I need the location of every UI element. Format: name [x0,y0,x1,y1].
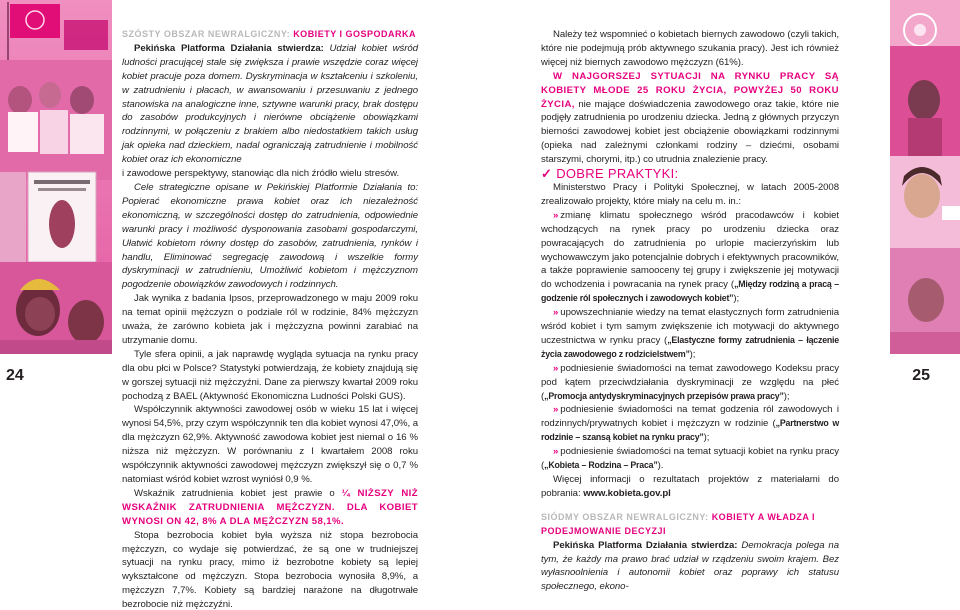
double-arrow-icon: » [553,404,559,416]
goals-paragraph: Cele strategiczne opisane w Pekińskiej Platformie Działania to: Popierać ekonomiczne prawa kobiet oraz ich niezależność ekonomiczną, w szczególności dostęp do zatrudnienia, odpowiednie warunki pracy i możliwość dysponowania zasobami gospodarczymi, Ułatwić kobietom równy dostęp do zasobów, zatrudnienia, rynków i handlu, Eliminować segregację zawodową i wszelkie formy dyskryminacji w zatrudnieniu, Umożliwić kobietom i mężczyznom pogodzenie obowiązków zawodowych i rodzinnych. [122,181,418,291]
ministry-paragraph: Ministerstwo Pracy i Polityki Społecznej, w latach 2005-2008 zrealizowało projekty, które miały na celu m. in.: [541,181,839,207]
section-7-intro [541,539,839,595]
bullet-1-text: zmianę klimatu społecznego wśród pracodawców i kobiet wchodzących na rynek pracy po urodzeniu dziecka oraz powracających do zatrudnienia po urlopie macierzyńskim lub wychowawczym jako potencjalnie dobrych i efektywnych pracowników, a także poprawienie samooceny tej grupy i zwiększenie jej motywacji do wchodzenia i powracania na rynek pracy ( [541,209,839,291]
photo-collage-right [890,0,960,354]
intro-bold: Pekińska Platforma Działania stwierdza: [134,42,324,54]
intro-paragraph [122,42,418,167]
section-7-italic: Demokracja polega na tym, że każdy ma prawo brać udział w rządzeniu swoim krajem. Bez wyłasnoolnienia i autonomii kobiet oraz poprawy ich statusu społecznego, ekono- [541,539,839,593]
bullet-3-end: ); [783,390,790,402]
section-6-heading-prefix: SZÓSTY OBSZAR NEWRALGICZNY: [122,29,291,39]
bullet-2-project: „Elastyczne formy zatrudnienia – łączenie życia zawodowego z rodzicielstwem” [541,334,839,359]
section-7-heading-highlight: KOBIETY A WŁADZA I PODEJMOWANIE DECYZJI [541,511,816,536]
double-arrow-icon: » [553,307,559,319]
bullet-4-project: „Partnerstwo w rodzinie – szansą kobiet na rynku pracy” [541,418,839,443]
right-page-column [541,28,839,594]
bullet-4-text: podniesienie świadomości na temat godzenia ról zawodowych i rodzinnych/prywatnych kobiet i mężczyzn w rodzinie ( [541,404,839,430]
more-info-text: Więcej informacji o rezultatach projektów z materiałami do pobrania: [541,474,839,499]
bullet-2 [541,306,839,362]
employment-highlight-1: ¼ NIŻSZY NIŻ [341,487,418,499]
passive-paragraph: Należy też wspomnieć o kobietach biernych zawodowo (czyli takich, które nie podejmują prób aktywnego szukania pracy). Jest ich również więcej niż biernych zawodowo mężczyzn (61%). [541,29,839,68]
checkmark-icon: ✓ [541,166,553,182]
bullet-3-text: podniesienie świadomości na temat zawodowego Kodeksu pracy pod kątem przeciwdziałania dyskryminacji ze względu na płeć ( [541,362,839,402]
bullet-1-project: „Między rodziną a pracą – godzenie ról społecznych i zawodowych kobiet” [541,279,839,304]
employment-start: Wskaźnik zatrudnienia kobiet jest prawie o [134,487,335,499]
bullet-2-text: upowszechnianie wiedzy na temat elastycznych form zatrudnienia wśród kobiet i tym samym zwiększenie ich motywacji do aktywnego uczestnictwa w rynku pracy ( [541,307,839,346]
bullet-5 [541,445,839,473]
photo-protest-women [0,0,112,354]
section-6-heading-highlight: KOBIETY I GOSPODARKA [293,29,417,39]
bullet-4-end: ); [703,432,710,444]
double-arrow-icon: » [553,446,559,458]
section-7-bold: Pekińska Platforma Działania stwierdza: [553,539,738,551]
bullet-5-project: „Kobieta – Rodzina – Praca” [544,460,658,471]
bullet-1 [541,209,839,306]
bullet-2-end: ); [689,348,696,360]
more-info-paragraph [541,473,839,501]
bullet-4 [541,403,839,445]
left-page-column [122,28,418,610]
bullet-3 [541,362,839,404]
ipsos-paragraph: Jak wynika z badania Ipsos, przeprowadzonego w maju 2009 roku na temat opinii mężczyzn o podziale ról w rodzinie, 84% mężczyzn uważa, że zarówno kobieta jak i mężczyzna powinni zarabiać na utrzymanie domu. [122,293,418,346]
double-arrow-icon: » [553,209,559,221]
worst-situation-rest: nie mające doświadczenia zawodowego oraz takie, które nie podjęły zatrudnienia po urodzeniu dziecka. Jedną z głównych przyczyn bierności zawodowej kobiet jest obciążenie obowiązkami rodzinnymi (opieka nad zależnymi członkami rodziny – dziećmi, osobami starszymi, chorymi, itp.) co utrudnia znalezienie pracy. [541,98,839,166]
section-6-heading [122,28,418,42]
photo-collage-left [0,0,112,354]
bullet-5-text: podniesienie świadomości na temat sytuacji kobiet na rynku pracy ( [541,446,839,472]
kobieta-link[interactable]: www.kobieta.gov.pl [583,487,671,499]
intro-italic: Udział kobiet wśród ludności pracującej stale się zwiększa i prawie wszędzie coraz więcej kobiet pracuje poza domem. Dyskryminacja w kształceniu i szkoleniu, w zatrudnieniu i płacach, w awansowaniu i przesuwaniu z jednego stanowiska na analogiczne inne, sztywne warunki pracy, brak dostępu do zasobów produkcyjnych i nierówne obciążenie obowiązkami rodzinnymi, w połączeniu z brakiem albo niedostatkiem takich usług jak opieka nad dzieckiem, nadal ograniczają zatrudnienie i mobilność kobiet oraz ich ekonomiczne [122,42,419,166]
good-practices-heading [541,167,839,181]
section-7-heading [541,511,839,539]
employment-highlight-2: WSKAŹNIK ZATRUDNIENIA MĘŻCZYZN. DLA KOBIET WYNOSI ON 42, 8% A DLA MĘŻCZYZN 58,1%. [122,501,418,527]
employment-paragraph [122,487,418,529]
unemployment-paragraph: Stopa bezrobocia kobiet była wyższa niż stopa bezrobocia mężczyzn, co wydaje się potwierdzać, że są one w trudniejszej sytuacji na rynku pracy, mimo iż bezrobotne kobiety są lepiej wykształcone od mężczyzn. Stopa bezrobocia wynosiła 8,9%, a mężczyzn 7,7%. Kobiety są bardziej narażone na długotrwałe bezrobocie niż mężczyźni. [122,529,418,610]
intro-end: i zawodowe perspektywy, stanowiąc dla nich źródło wielu stresów. [122,168,400,180]
page-number-right: 25 [912,367,930,384]
double-arrow-icon: » [553,362,559,374]
photo-women-activists [890,0,960,354]
situation-paragraph: Tyle sfera opinii, a jak naprawdę wygląda sytuacja na rynku pracy dla obu płci w Polsce? Statystyki potwierdzają, że kobiety znajdują się w gorszej sytuacji niż mężczyźni. Dane za pierwszy kwartał 2009 roku pochodzą z BAEL (Aktywność Ekonomiczna Ludności Polski GUS). [122,348,418,402]
worst-situation-highlight: W NAJGORSZEJ SYTUACJI NA RYNKU PRACY SĄ KOBIETY MŁODE 25 ROKU ŻYCIA, POWYŻEJ 50 ROKU ŻYCIA, [541,70,839,110]
bullet-3-project: „Promocja antydyskryminacyjnych przepisów prawa pracy” [544,390,784,401]
bullet-1-end: ); [733,293,740,305]
activity-paragraph: Współczynnik aktywności zawodowej osób w wieku 15 lat i więcej wynosi 54,5%, przy czym współczynnik ten dla kobiet wynosi 47,0%, a dla mężczyzn 62,9%. Aktywność zawodowa kobiet jest niemal o 16 % niższa niż mężczyzn. W porównaniu z I kwartałem 2008 roku współczynnik aktywności zawodowej mężczyzn zwiększył się o 0,7 % natomiast wśród kobiet wzrost wyniósł 0,9 %. [122,404,418,485]
bullet-5-end: ). [657,460,664,472]
section-7-heading-prefix: SIÓDMY OBSZAR NEWRALGICZNY: [541,511,709,522]
worst-situation-paragraph [541,70,839,167]
page-number-left: 24 [6,367,24,384]
good-practices-label: DOBRE PRAKTYKI: [556,166,679,182]
